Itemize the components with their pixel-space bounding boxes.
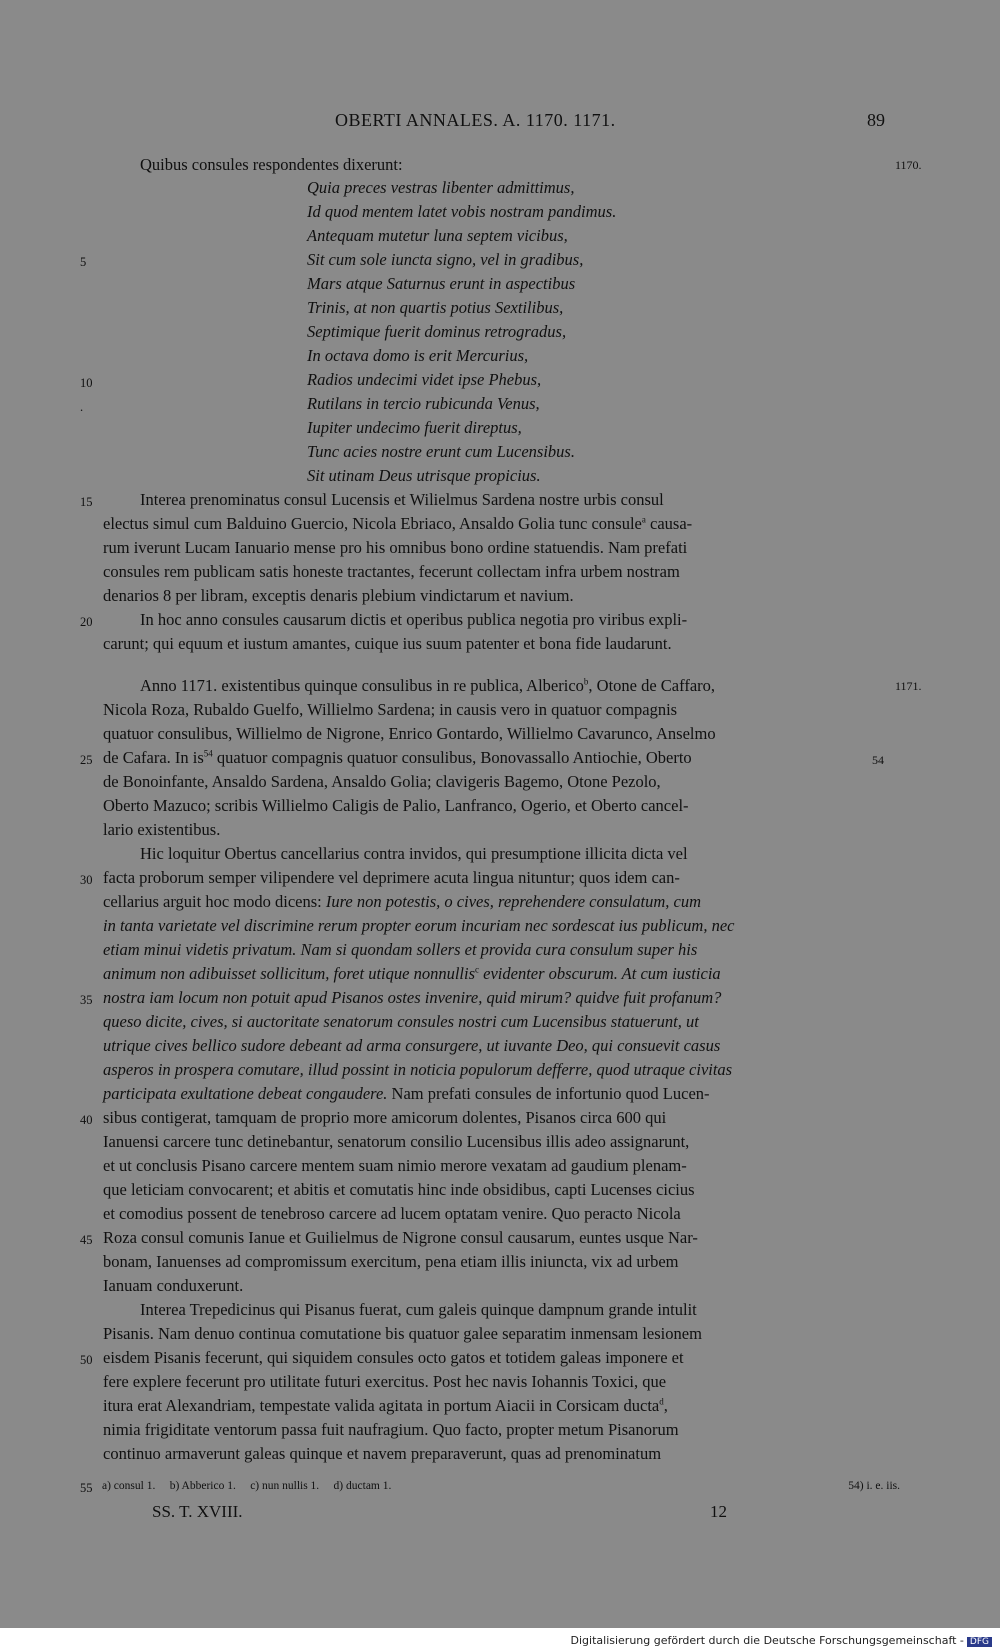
line-number: 50	[80, 1353, 93, 1367]
footnotes	[80, 1476, 900, 1496]
text-line: nimia frigiditate ventorum passa fuit naufragium. Quo facto, propter metum Pisanorum	[103, 1420, 679, 1439]
text-line: Interea Trepedicinus qui Pisanus fuerat, cum galeis quinque dampnum grande intulit	[140, 1300, 697, 1319]
text-line: queso dicite, cives, si auctoritate senatorum consules nostri cum Lucensibus statuerunt, ut	[103, 1012, 699, 1031]
text-line: Roza consul comunis Ianue et Guilielmus de Nigrone consul causarum, euntes usque Nar-	[103, 1228, 698, 1247]
footnote-mark: 54	[203, 748, 213, 759]
signature-mark: SS. T. XVIII.	[152, 1502, 243, 1521]
dfg-logo-icon: DFG	[967, 1637, 992, 1647]
verse-line: Sit utinam Deus utrisque propicius.	[307, 466, 541, 485]
text-line: participata exultatione debeat congaudere. Nam prefati consules de infortunio quod Lucen-	[103, 1084, 710, 1103]
text-line: rum iverunt Lucam Ianuario mense pro his omnibus bono ordine statuendis. Nam prefati	[103, 538, 688, 557]
verse-line: Antequam mutetur luna septem vicibus,	[307, 226, 568, 245]
text-line: etiam minui videtis privatum. Nam si quondam sollers et provida cura consulum super his	[103, 940, 698, 959]
page-number: 89	[867, 110, 885, 130]
text-line: de Bonoinfante, Ansaldo Sardena, Ansaldo Golia; clavigeris Bagemo, Otone Pezolo,	[103, 772, 661, 791]
line-number: 30	[80, 873, 93, 887]
line-number: 15	[80, 495, 93, 509]
line-number: 45	[80, 1233, 93, 1247]
footnotes-right: 54) i. e. iis.	[848, 1480, 900, 1492]
text-line: et ut conclusis Pisano carcere mentem suam nimio merore vexatam ad gaudium plenam-	[103, 1156, 687, 1175]
text-line: Hic loquitur Obertus cancellarius contra invidos, qui presumptione illicita dicta vel	[140, 844, 688, 863]
text-line: eisdem Pisanis fecerunt, qui siquidem consules octo gatos et totidem galeas imponere et	[103, 1348, 684, 1367]
line-number: 55	[80, 1481, 93, 1495]
text-line: continuo armaverunt galeas quinque et navem preparaverunt, quas ad prenominatum	[103, 1444, 662, 1463]
text-line: denarios 8 per libram, exceptis denaris plebium vindictarum et navium.	[103, 586, 574, 605]
footnote-mark: c	[475, 964, 480, 975]
line-number: 25	[80, 753, 93, 767]
footnote-mark: d	[659, 1396, 664, 1407]
line-number: 35	[80, 993, 93, 1007]
margin-ref-54: 54	[872, 753, 884, 767]
text-line: in tanta varietate vel discrimine rerum propter eorum incuriam nec sordescat ius publicum, nec	[103, 916, 735, 935]
credit-text: Digitalisierung gefördert durch die Deutsche Forschungsgemeinschaft -	[570, 1634, 964, 1647]
line-number: 20	[80, 615, 93, 629]
text-line: nostra iam locum non potuit apud Pisanos ostes invenire, quid mirum? quidve fuit profanum?	[103, 988, 722, 1007]
text-line: Ianuam conduxerunt.	[103, 1276, 244, 1295]
text-line: bonam, Ianuenses ad compromissum exercitum, pena etiam illis iniuncta, vix ad urbem	[103, 1252, 679, 1271]
verse-line: Radios undecimi videt ipse Phebus,	[307, 370, 542, 389]
line-number: 40	[80, 1113, 93, 1127]
text-line: Interea prenominatus consul Lucensis et Wilielmus Sardena nostre urbis consul	[140, 490, 664, 509]
text-line: itura erat Alexandriam, tempestate valida agitata in portum Aiacii in Corsicam ducta$^d$,	[103, 1396, 668, 1415]
text-line: cellarius arguit hoc modo dicens: Iure non potestis, o cives, reprehendere consulatum, cum	[103, 892, 701, 911]
verse-line: Iupiter undecimo fuerit direptus,	[307, 418, 522, 437]
intro-line: Quibus consules respondentes dixerunt:	[140, 155, 403, 174]
verse-line: Mars atque Saturnus erunt in aspectibus	[307, 274, 576, 293]
margin-year-1171: 1171.	[895, 679, 922, 693]
text-line: Pisanis. Nam denuo continua comutatione bis quatuor galee separatim inmensam lesionem	[103, 1324, 702, 1343]
line-number: .	[80, 400, 84, 414]
text-line: electus simul cum Balduino Guercio, Nicola Ebriaco, Ansaldo Golia tunc consule$^a$ causa-	[103, 514, 693, 533]
text-line: utrique cives bellico sudore debeant ad arma consurgere, ut iuvante Deo, qui consuevit casus	[103, 1036, 721, 1055]
text-line: Nicola Roza, Rubaldo Guelfo, Willielmo Sardena; in causis vero in quatuor compagnis	[103, 700, 678, 719]
line-number: 10	[80, 376, 93, 390]
verse-line: Rutilans in tercio rubicunda Venus,	[307, 394, 540, 413]
text-line: fere explere fecerunt pro utilitate futuri exercitus. Post hec navis Iohannis Toxici, que	[103, 1372, 667, 1391]
footnote-mark: a	[641, 514, 646, 525]
sheet-number: 12	[710, 1502, 727, 1521]
text-line: Anno 1171. existentibus quinque consulibus in re publica, Alberico$^b$, Otone de Caffaro,	[140, 676, 716, 695]
running-title: OBERTI ANNALES. A. 1170. 1171.	[335, 110, 616, 130]
verse-line: Sit cum sole iuncta signo, vel in gradibus,	[307, 250, 584, 269]
line-number: 5	[80, 255, 87, 269]
text-line: lario existentibus.	[103, 820, 221, 839]
margin-year-1170: 1170.	[895, 158, 922, 172]
text-line: que leticiam convocarent; et abitis et comutatis hinc inde obsidibus, capti Lucenses cicius	[103, 1180, 695, 1199]
verse-line: Tunc acies nostre erunt cum Lucensibus.	[307, 442, 575, 461]
footnote-mark: b	[583, 676, 589, 687]
text-line: animum non adibuisset sollicitum, foret utique nonnullis$^c$ evidenter obscurum. At cum iusticia	[103, 964, 721, 983]
verse-line: Id quod mentem latet vobis nostram pandimus.	[307, 202, 617, 221]
text-line: sibus contigerat, tamquam de proprio more amicorum dolentes, Pisanos circa 600 qui	[103, 1108, 667, 1127]
verse-line: Septimique fuerit dominus retrogradus,	[307, 322, 567, 341]
verse-line: Trinis, at non quartis potius Sextilibus,	[307, 298, 564, 317]
text-line: carunt; qui equum et iustum amantes, cuique ius suum patenter et bona fide laudarunt.	[103, 634, 672, 653]
text-line: consules rem publicam satis honeste tractantes, fecerunt collectam infra urbem nostram	[103, 562, 680, 581]
text-line: asperos in prospera comutare, illud possint in noticia populorum defferre, quod utraque civitas	[103, 1060, 733, 1079]
text-line: quatuor consulibus, Willielmo de Nigrone, Enrico Gontardo, Willielmo Cavarunco, Anselmo	[103, 724, 716, 743]
text-line: Ianuensi carcere tunc detinebantur, senatorum consilio Lucensibus illis adeo assignarunt,	[103, 1132, 690, 1151]
text-line: facta proborum semper vilipendere vel deprimere acuta lingua nituntur; quos idem can-	[103, 868, 680, 887]
verse-line: Quia preces vestras libenter admittimus,	[307, 178, 575, 197]
text-line: In hoc anno consules causarum dictis et operibus publica negotia pro viribus expli-	[140, 610, 688, 629]
footnotes-left: a) consul 1. b) Abberico 1. c) nun nullis 1. d) ductam 1.	[102, 1480, 392, 1492]
text-line: de Cafara. In $is^{54}$ quatuor compagnis quatuor consulibus, Bonovassallo Antiochie, Oberto	[103, 748, 692, 767]
verse-line: In octava domo is erit Mercurius,	[307, 346, 529, 365]
text-line: Oberto Mazuco; scribis Willielmo Caligis de Palio, Lanfranco, Ogerio, et Oberto cancel-	[103, 796, 689, 815]
funding-credit	[571, 1634, 992, 1647]
text-line: et comodius possent de tenebroso carcere ad lucem optatam venire. Quo peracto Nicola	[103, 1204, 681, 1223]
